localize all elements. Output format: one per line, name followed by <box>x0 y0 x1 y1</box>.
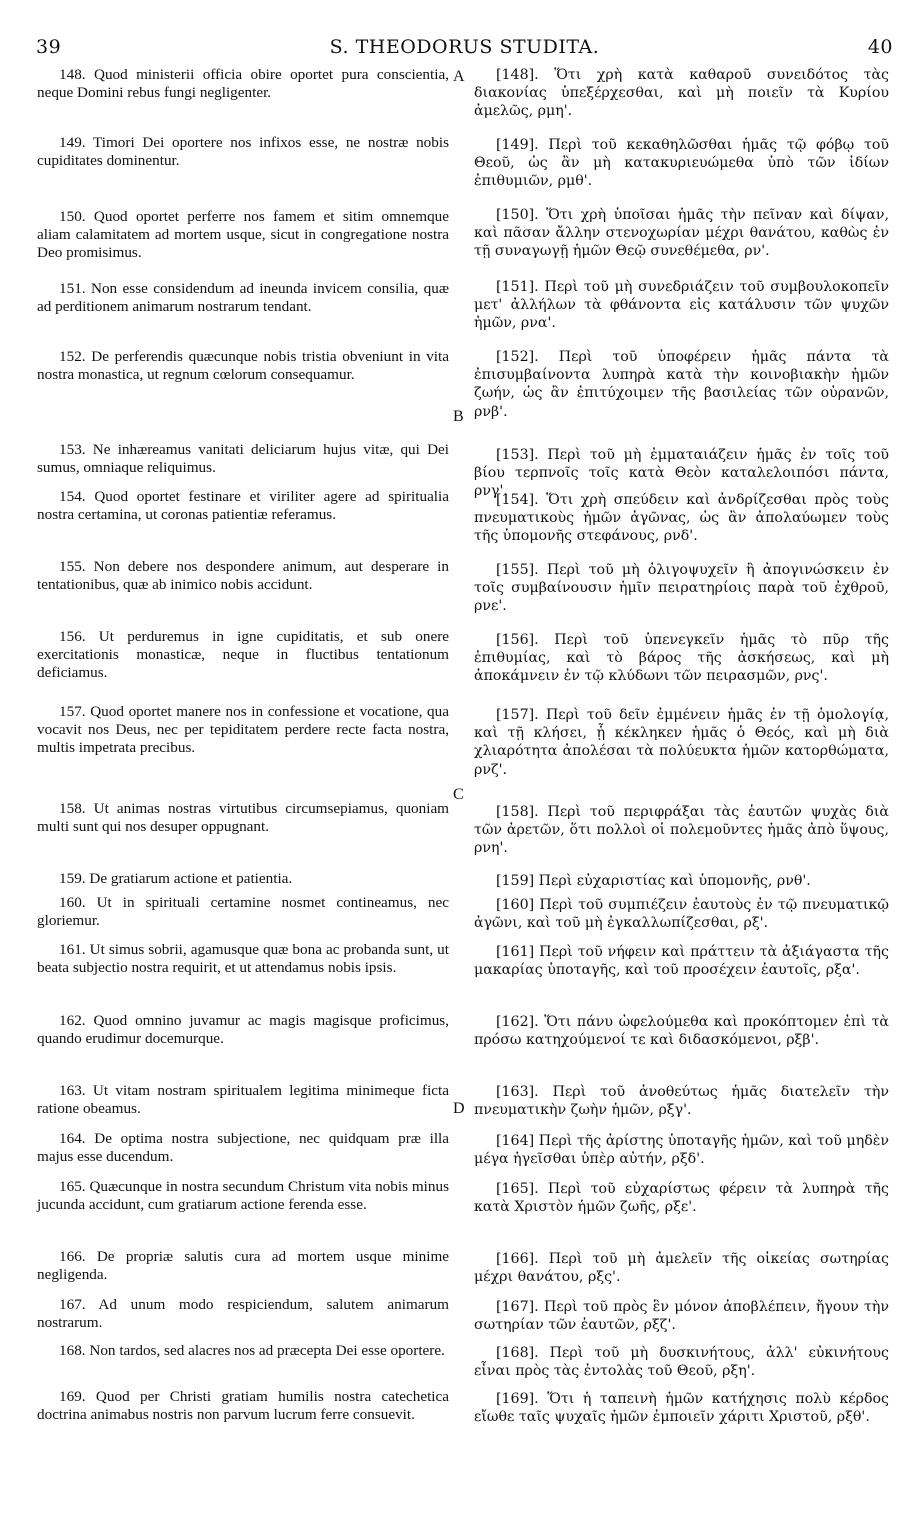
latin-entry-167: 167. Ad unum modo respiciendum, salutem animarum nostrarum. <box>37 1296 449 1332</box>
greek-entry-158: [158]. Περὶ τοῦ περιφράξαι τὰς ἑαυτῶν ψυχὰς διὰ τῶν ἀρετῶν, ὅτι πολλοὶ οἱ πολεμοῦντες ἡμᾶς ἀπὸ ὕψους, ρνη'. <box>474 804 889 857</box>
greek-entry-159: [159] Περὶ εὐχαριστίας καὶ ὑπομονῆς, ρνθ'. <box>496 873 811 889</box>
greek-entry-163: [163]. Περὶ τοῦ ἀνοθεύτως ἡμᾶς διατελεῖν τὴν πνευματικὴν ζωὴν ἡμῶν, ρξγ'. <box>474 1084 889 1119</box>
latin-entry-148: 148. Quod ministerii officia obire oportet pura conscientia, neque Domini rebus fungi negligenter. <box>37 66 449 102</box>
greek-entry-149: [149]. Περὶ τοῦ κεκαθηλῶσθαι ἡμᾶς τῷ φόβῳ τοῦ Θεοῦ, ὡς ἂν μὴ κατακυριευώμεθα ὑπὸ τῶν ἰδίων ἐπιθυμιῶν, ρμθ'. <box>474 137 889 190</box>
latin-entry-168: 168. Non tardos, sed alacres nos ad præcepta Dei esse oportere. <box>59 1342 445 1359</box>
latin-entry-152: 152. De perferendis quæcunque nobis tristia obveniunt in vita nostra monastica, ut regnum cœlorum consequamur. <box>37 348 449 384</box>
greek-entry-156: [156]. Περὶ τοῦ ὑπενεγκεῖν ἡμᾶς τὸ πῦρ τῆς ἐπιθυμίας, καὶ τὸ βάρος τῆς ἀσκήσεως, καὶ μὴ ἀποκάμνειν ἐν τῷ κλύδωνι τῶν πειρασμῶν, ρνς'. <box>474 632 889 685</box>
running-title: S. THEODORUS STUDITA. <box>329 36 600 58</box>
latin-entry-162: 162. Quod omnino juvamur ac magis magisque proficimus, quando erudimur docemurque. <box>37 1012 449 1048</box>
greek-entry-168: [168]. Περὶ τοῦ μὴ δυσκινήτους, ἀλλ' εὐκινήτους εἶναι πρὸς τὰς ἐντολὰς τοῦ Θεοῦ, ρξη'. <box>474 1345 889 1380</box>
greek-entry-157: [157]. Περὶ τοῦ δεῖν ἐμμένειν ἡμᾶς ἐν τῇ ὁμολογίᾳ, καὶ τῇ κλήσει, ᾗ κέκληκεν ἡμᾶς ὁ Θεός, καὶ μὴ διὰ χλιαρότητα ἀπολέσαι τὰ πολύευκτα ἡμῶν κατορθώματα, ρνζ'. <box>474 707 889 778</box>
margin-marker-a: A <box>453 68 465 85</box>
latin-entry-156: 156. Ut perduremus in igne cupiditatis, et sub onere exercitationis monasticæ, neque in fluctibus tentationum deficiamus. <box>37 628 449 682</box>
latin-entry-151: 151. Non esse considendum ad ineunda invicem consilia, quæ ad perditionem animarum nostrarum tendant. <box>37 280 449 316</box>
margin-marker-b: B <box>453 408 464 425</box>
latin-entry-149: 149. Timori Dei oportere nos infixos esse, ne nostræ nobis cupiditates dominentur. <box>37 134 449 170</box>
latin-entry-166: 166. De propriæ salutis cura ad mortem usque minime negligenda. <box>37 1248 449 1284</box>
greek-entry-167: [167]. Περὶ τοῦ πρὸς ἓν μόνον ἀποβλέπειν, ἤγουν τὴν σωτηρίαν τῶν ἑαυτῶν, ρξζ'. <box>474 1299 889 1334</box>
latin-entry-164: 164. De optima nostra subjectione, nec quidquam præ illa majus esse ducendum. <box>37 1130 449 1166</box>
latin-entry-160: 160. Ut in spirituali certamine nosmet contineamus, nec gloriemur. <box>37 894 449 930</box>
latin-entry-155: 155. Non debere nos despondere animum, aut desperare in tentationibus, quæ ab inimico nobis accidunt. <box>37 558 449 594</box>
greek-entry-153: [153]. Περὶ τοῦ μὴ ἐμματαιάζειν ἡμᾶς ἐν τοῖς τοῦ βίου τερπνοῖς τοῖς κατὰ Θεὸν καταλελοιπόσι πάντα, ρνγ'. <box>474 447 889 500</box>
greek-entry-152: [152]. Περὶ τοῦ ὑποφέρειν ἡμᾶς πάντα τὰ ἐπισυμβαίνοντα λυπηρὰ κατὰ τὴν κοινοβιακὴν ἡμῶν ζωήν, ὡς ἂν ἐπιτύχοιμεν τῆς βασιλείας τῶν οὐρανῶν, ρνβ'. <box>474 349 889 420</box>
latin-entry-158: 158. Ut animas nostras virtutibus circumsepiamus, quoniam multi sunt qui nos desuper oppugnant. <box>37 800 449 836</box>
greek-entry-154: [154]. Ὅτι χρὴ σπεύδειν καὶ ἀνδρίζεσθαι πρὸς τοὺς πνευματικοὺς ἡμῶν ἀγῶνας, ὡς ἂν ἀπολαύωμεν τοὺς τῆς ὑπομονῆς στεφάνους, ρνδ'. <box>474 492 889 545</box>
latin-entry-157: 157. Quod oportet manere nos in confessione et vocatione, qua vocavit nos Deus, nec per tepiditatem perdere recte facta nostra, multis impetrata precibus. <box>37 703 449 757</box>
latin-entry-153: 153. Ne inhæreamus vanitati deliciarum hujus vitæ, qui Dei sumus, omniaque reliquimus. <box>37 441 449 477</box>
greek-entry-148: [148]. Ὅτι χρὴ κατὰ καθαροῦ συνειδότος τὰς διακονίας ὑπεξέρχεσθαι, καὶ μὴ ποιεῖν τὰ Κυρίου ἀμελῶς, ρμη'. <box>474 67 889 120</box>
latin-entry-163: 163. Ut vitam nostram spiritualem legitima minimeque ficta ratione obeamus. <box>37 1082 449 1118</box>
margin-marker-d: D <box>453 1100 465 1117</box>
latin-entry-159: 159. De gratiarum actione et patientia. <box>59 870 293 887</box>
greek-entry-155: [155]. Περὶ τοῦ μὴ ὀλιγοψυχεῖν ἢ ἀπογινώσκειν ἐν τοῖς συμβαίνουσιν ἡμῖν πειρατηρίοις παρὰ τοῦ ἐχθροῦ, ρνε'. <box>474 562 889 615</box>
page-number-left: 39 <box>36 36 62 58</box>
page-number-right: 40 <box>867 36 893 58</box>
latin-entry-169: 169. Quod per Christi gratiam humilis nostra catechetica doctrina animabus nostris non parvum lucrum ferre consuevit. <box>37 1388 449 1424</box>
margin-marker-c: C <box>453 786 464 803</box>
running-header <box>36 36 893 62</box>
greek-entry-165: [165]. Περὶ τοῦ εὐχαρίστως φέρειν τὰ λυπηρὰ τῆς κατὰ Χριστὸν ἡμῶν ζωῆς, ρξε'. <box>474 1181 889 1216</box>
greek-entry-151: [151]. Περὶ τοῦ μὴ συνεδριάζειν τοῦ συμβουλοκοπεῖν μετ' ἀλλήλων τὰ φθάνοντα εἰς κατάλυσιν τῶν ψυχῶν ἡμῶν, ρνα'. <box>474 279 889 332</box>
latin-entry-165: 165. Quæcunque in nostra secundum Christum vita nobis minus jucunda accidunt, cum gratiarum actione ferenda esse. <box>37 1178 449 1214</box>
latin-entry-154: 154. Quod oportet festinare et viriliter agere ad spiritualia nostra certamina, ut coronas patientiæ referamus. <box>37 488 449 524</box>
greek-entry-166: [166]. Περὶ τοῦ μὴ ἀμελεῖν τῆς οἰκείας σωτηρίας μέχρι θανάτου, ρξς'. <box>474 1251 889 1286</box>
greek-entry-164: [164] Περὶ τῆς ἀρίστης ὑποταγῆς ἡμῶν, καὶ τοῦ μηδὲν μέγα ἡγεῖσθαι ὑπὲρ αὐτήν, ρξδ'. <box>474 1133 889 1168</box>
greek-entry-162: [162]. Ὅτι πάνυ ὠφελούμεθα καὶ προκόπτομεν ἐπὶ τὰ πρόσω κατηχούμενοί τε καὶ διδασκόμενοι, ρξβ'. <box>474 1014 889 1049</box>
greek-entry-160: [160] Περὶ τοῦ συμπιέζειν ἑαυτοὺς ἐν τῷ πνευματικῷ ἀγῶνι, καὶ τοῦ μὴ ἐγκαλλωπίζεσθαι, ρξ'. <box>474 897 889 932</box>
greek-entry-150: [150]. Ὅτι χρὴ ὑποῖσαι ἡμᾶς τὴν πεῖναν καὶ δίψαν, καὶ πᾶσαν ἄλλην στενοχωρίαν μέχρι θανάτου, καθὼς ἐν τῇ συναγωγῇ ἡμῶν Θεῷ συνεθέμεθα, ρν'. <box>474 207 889 260</box>
greek-entry-161: [161] Περὶ τοῦ νήφειν καὶ πράττειν τὰ ἀξιάγαστα τῆς μακαρίας ὑποταγῆς, καὶ τοῦ προσέχειν ἑαυτοῖς, ρξα'. <box>474 944 889 979</box>
greek-entry-169: [169]. Ὅτι ἡ ταπεινὴ ἡμῶν κατήχησις πολὺ κέρδος εἴωθε ταῖς ψυχαῖς ἡμῶν ἐμποιεῖν χάριτι Χριστοῦ, ρξθ'. <box>474 1391 889 1426</box>
latin-entry-161: 161. Ut simus sobrii, agamusque quæ bona ac probanda sunt, ut beata subjectio nostra requirit, et ut attendamus nobis ipsis. <box>37 941 449 977</box>
latin-entry-150: 150. Quod oportet perferre nos famem et sitim omnemque aliam calamitatem ad mortem usque, sicut in congregatione nostra Deo promisimus. <box>37 208 449 262</box>
